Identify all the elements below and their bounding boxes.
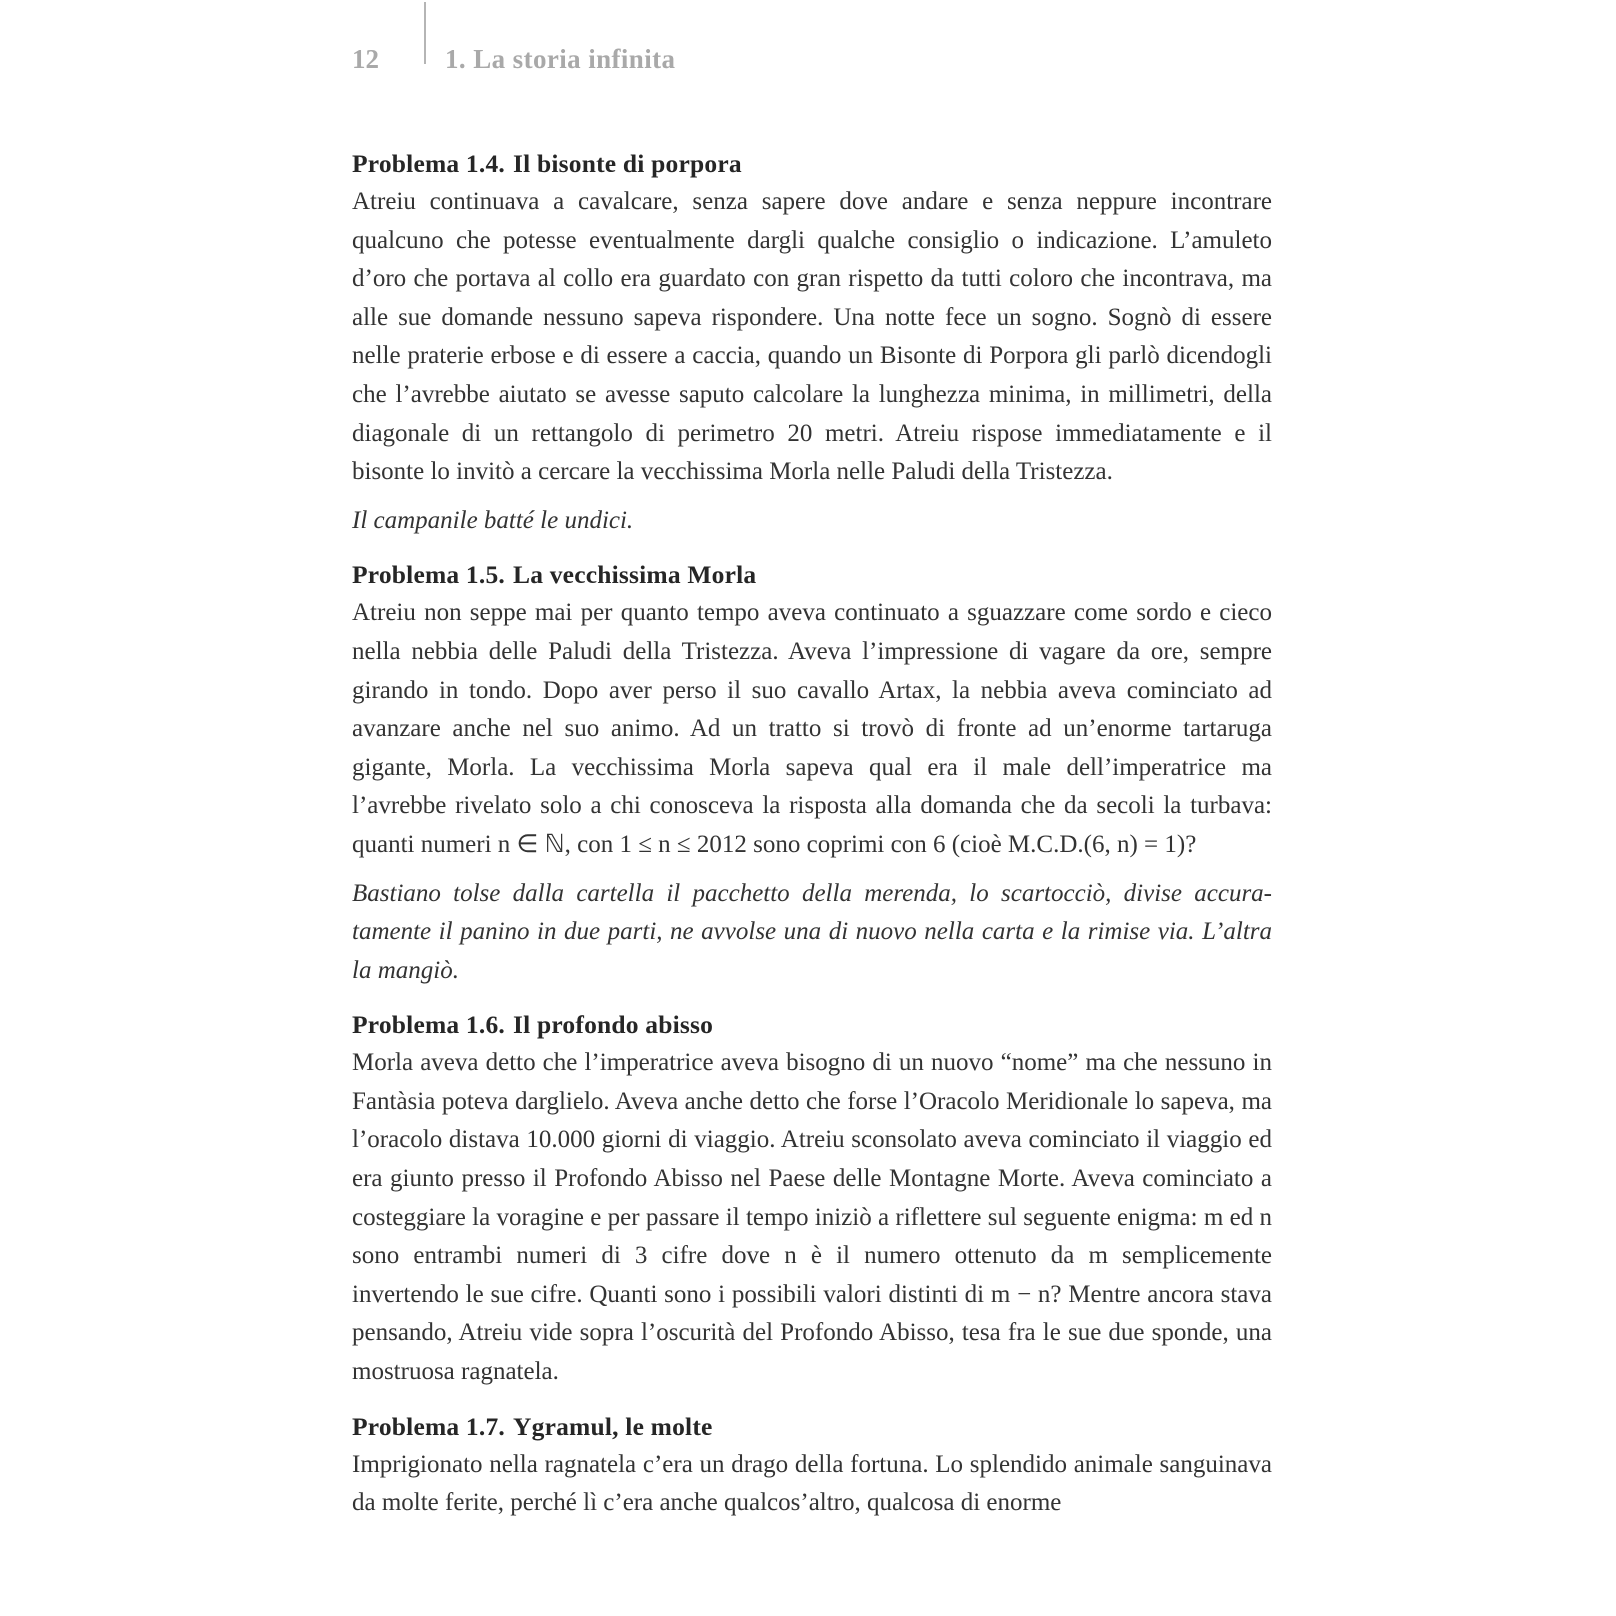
problem-1-4 [352, 145, 1272, 540]
problem-title: La vecchissima Morla [513, 560, 757, 590]
problem-text: Imprigionato nella ragnatela c’era un drago della fortuna. Lo splendido animale sanguinava da molte ferite, perché lì c’era anche qualcos’altro, qualcosa di enorme [352, 1450, 1272, 1517]
chapter-title: 1. La storia infinita [445, 44, 676, 74]
problem-heading [352, 1006, 1272, 1044]
problem-title: Ygramul, le molte [513, 1411, 713, 1441]
problem-title: Il profondo abisso [513, 1010, 714, 1040]
spacer [352, 1392, 1272, 1408]
page-content [352, 145, 1272, 1523]
narration-text: Il campanile batté le undici. [352, 506, 634, 534]
header-divider [424, 2, 426, 64]
problem-1-7 [352, 1408, 1272, 1523]
problem-heading [352, 145, 1272, 183]
problem-number: Problema 1.5. [352, 560, 505, 590]
problem-heading [352, 556, 1272, 594]
problem-1-5 [352, 556, 1272, 990]
problem-1-6 [352, 1006, 1272, 1407]
narration-text: Bastiano tolse dalla cartella il pacchetto della merenda, lo scartocciò, divise accuratamente il panino in due parti, ne avvolse una di nuovo nella carta e la rimise via. L’altra la mangiò. [352, 879, 1272, 984]
problem-text: Atreiu continuava a cavalcare, senza sapere dove andare e senza neppure incontrare qualcuno che potesse eventualmente dargli qualche consiglio o indicazione. L’amuleto d’oro che portava al collo era guardato con gran rispetto da tutti coloro che incontrava, ma alle sue domande nessuno sapeva rispondere. Una notte fece un sogno. Sognò di essere nelle praterie erbose e di essere a caccia, quando un Bisonte di Porpora gli parlò dicendogli che l’avrebbe aiutato se avesse saputo calcolare la lunghezza minima, in millimetri, della diagonale di un rettangolo di perimetro 20 metri. Atreiu rispose immediatamente e il bisonte lo invitò a cercare la vecchissima Morla nelle Paludi della Tristezza. [352, 188, 1272, 486]
problem-number: Problema 1.4. [352, 149, 505, 178]
problem-title: Il bisonte di porpora [513, 149, 742, 178]
problem-text: Morla aveva detto che l’imperatrice aveva bisogno di un nuovo “nome” ma che nessuno in Fantàsia poteva darglielo. Aveva anche detto che forse l’Oracolo Meridionale lo sapeva, ma l’oracolo distava 10.000 giorni di viaggio. Atreiu sconsolato aveva cominciato il viaggio ed era giunto presso il Profondo Abisso nel Paese delle Montagne Morte. Aveva cominciato a costeggiare la voragine e per passare il tempo iniziò a riflettere sul seguente enigma: m ed n sono entrambi numeri di 3 cifre dove n è il numero ottenuto da m semplicemente invertendo le sue cifre. Quanti sono i possibili valori distinti di m − n? Mentre ancora stava pensando, Atreiu vide sopra l’oscurità del Profondo Abisso, tesa fra le sue due sponde, una mostruosa ragnatela. [352, 1049, 1272, 1386]
problem-text: Atreiu non seppe mai per quanto tempo aveva continuato a sguazzare come sordo e cieco nella nebbia delle Paludi della Tristezza. Aveva l’impressione di vagare da ore, sempre girando in tondo. Dopo aver perso il suo cavallo Artax, la nebbia aveva cominciato ad avanzare anche nel suo animo. Ad un tratto si trovò di fronte ad un’enorme tartaruga gigante, Morla. La vecchissima Morla sapeva qual era il male dell’imperatrice ma l’avrebbe rivelato solo a chi conosceva la risposta alla domanda che da secoli la turbava: quanti numeri n ∈ ℕ, con 1 ≤ n ≤ 2012 sono coprimi con 6 (cioè M.C.D.(6, n) = 1)? [352, 599, 1272, 858]
page-number: 12 [352, 44, 379, 74]
problem-heading [352, 1408, 1272, 1446]
problem-number: Problema 1.7. [352, 1411, 505, 1441]
problem-number: Problema 1.6. [352, 1010, 505, 1040]
